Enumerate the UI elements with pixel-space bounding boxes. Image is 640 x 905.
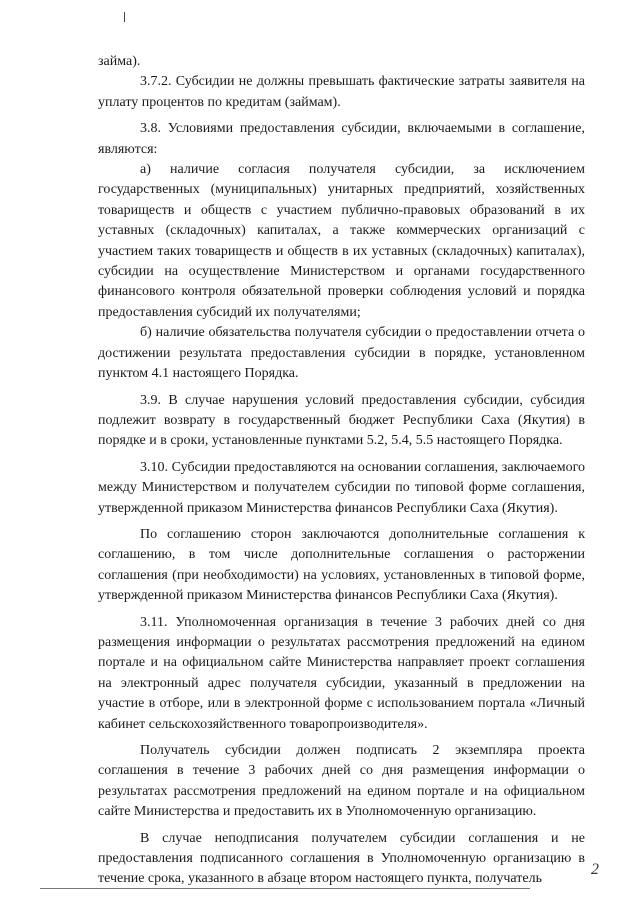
- paragraph-3-9: 3.9. В случае нарушения условий предоставления субсидии, субсидия подлежит возврату в государственный бюджет Республики Саха (Якутия) в порядке и в сроки, установленные пунктами 5.2, 5.4, 5.5 настоящего Порядка.: [98, 392, 585, 449]
- paragraph-3-8-a: а) наличие согласия получателя субсидии, за исключением государственных (муниципальных) унитарных предприятий, хозяйственных товариществ и обществ с участием публично-правовых образований в их уставных (складочных) капиталах, а также коммерческих организаций с участием таких товариществ и обществ в их уставных (складочных) капиталах), субсидии на осуществление Министерством и органами государственного финансового контроля обязательной проверки соблюдения условий и порядка предоставления субсидий их получателями;: [98, 162, 585, 320]
- footer-rule: [40, 888, 530, 889]
- paragraph-additional-agreements: По соглашению сторон заключаются дополнительные соглашения к соглашению, в том числе дополнительные соглашения о расторжении соглашения (при необходимости) на условиях, установленных в типовой форме, утвержденной приказом Министерства финансов Республики Саха (Якутия).: [98, 526, 585, 604]
- paragraph-non-signing: В случае неподписания получателем субсидии соглашения и не предоставления подписанного соглашения в Уполномоченную организацию в течение срока, указанного в абзаце втором настоящего пункта, получатель: [98, 830, 585, 887]
- page-number: 2: [591, 861, 599, 878]
- paragraph-3-7-2: 3.7.2. Субсидии не должны превышать фактические затраты заявителя на уплату процентов по кредитам (займам).: [98, 74, 585, 110]
- scan-mark: [124, 12, 125, 22]
- paragraph-3-10: 3.10. Субсидии предоставляются на основании соглашения, заключаемого между Министерством и получателем субсидии по типовой форме соглашения, утвержденной приказом Министерства финансов Республики Саха (Якутия).: [98, 459, 585, 516]
- paragraph-signing: Получатель субсидии должен подписать 2 экземпляра проекта соглашения в течение 3 рабочих дней со дня размещения информации о результатах рассмотрения предложений на едином портале и на официальном сайте Министерства и предоставить их в Уполномоченную организацию.: [98, 743, 585, 820]
- paragraph-3-8-b: б) наличие обязательства получателя субсидии о предоставлении отчета о достижении результата предоставления субсидии в порядке, установленном пунктом 4.1 настоящего Порядка.: [98, 325, 585, 382]
- document-body: [98, 52, 585, 890]
- paragraph-3-11: 3.11. Уполномоченная организация в течение 3 рабочих дней со дня размещения информации о результатах рассмотрения предложений на едином портале и на официальном сайте Министерства направляет проект соглашения на электронный адрес получателя субсидии, указанный в предложении на участие в отборе, или в электронной форме с использованием портала «Личный кабинет сельскохозяйственного товаропроизводителя».: [98, 614, 585, 732]
- paragraph-3-8: 3.8. Условиями предоставления субсидии, включаемыми в соглашение, являются:: [98, 121, 585, 157]
- paragraph-continuation: займа).: [98, 54, 141, 69]
